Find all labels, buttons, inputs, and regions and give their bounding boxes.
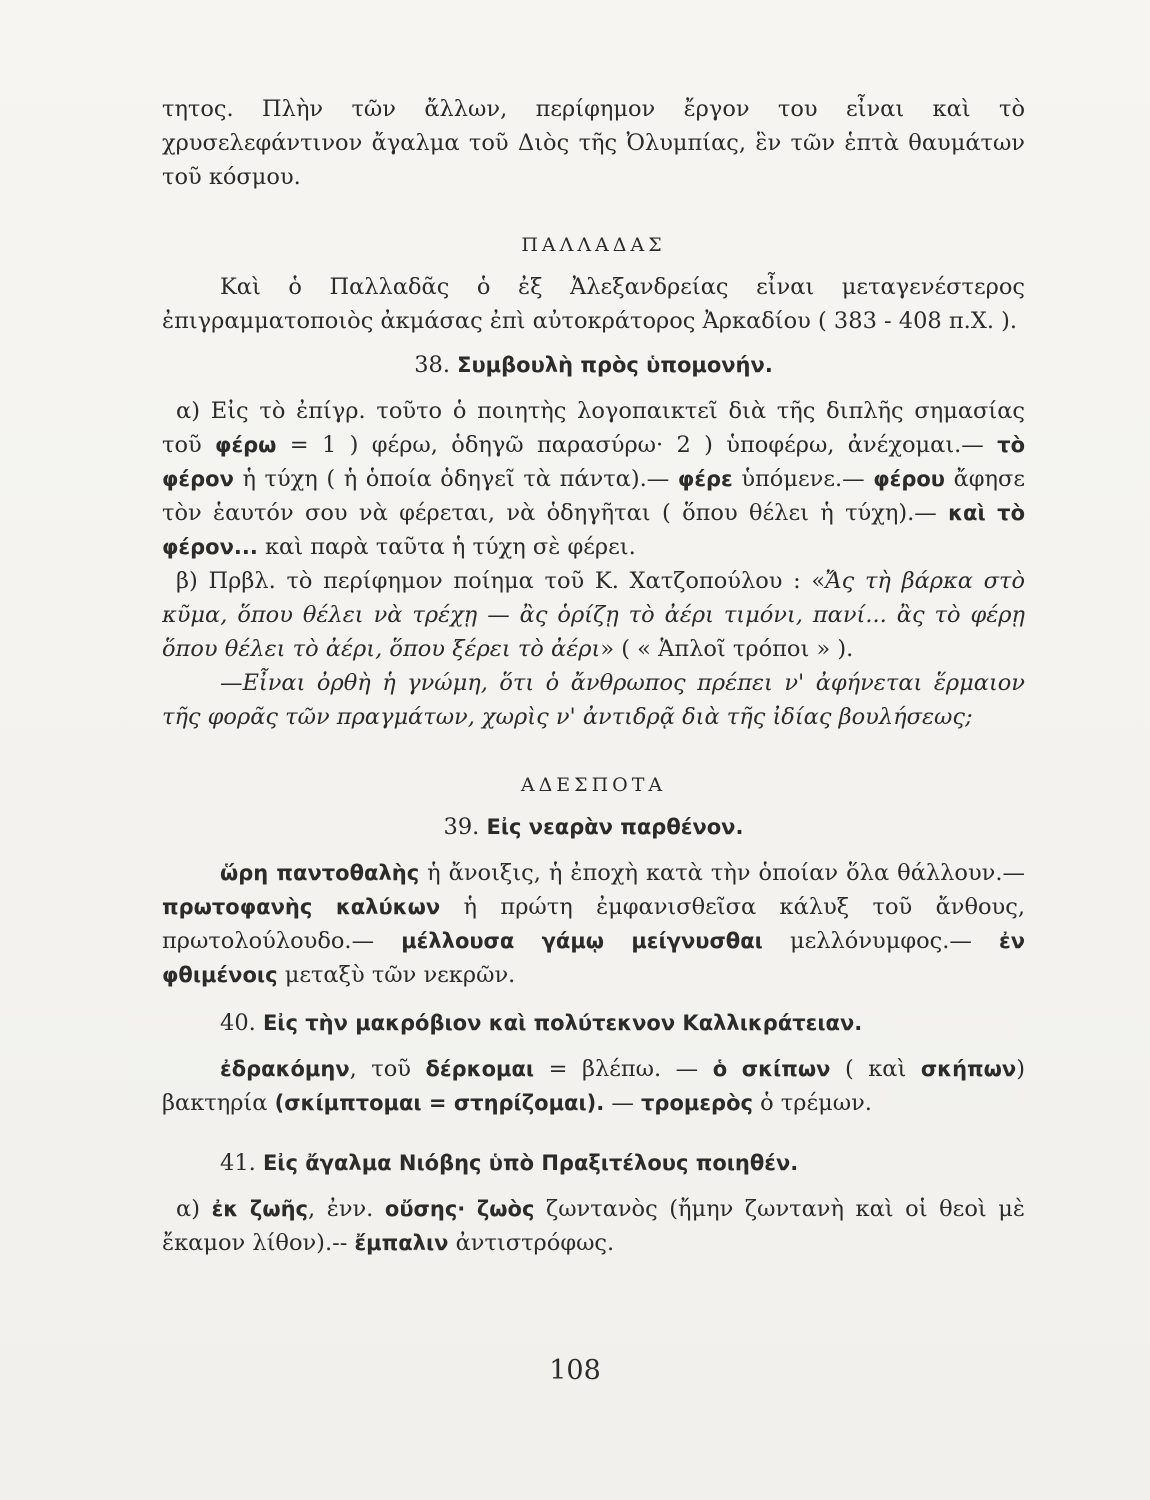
lemma: τρομερὸς [641,1091,753,1115]
epigram-title-text: Συμβουλὴ πρὸς ὑπομονήν. [457,353,773,377]
lemma: φέρε [677,467,733,491]
note-text: καὶ παρὰ ταῦτα ἡ τύχη σὲ φέρει. [264,534,636,560]
lemma: (σκίμπτομαι = στηρίζομαι). [274,1091,605,1115]
epigram-39-notes [162,856,1025,992]
lemma: ὥρη παντοθαλὴς [220,861,420,885]
note-text: Πρβλ. τὸ περίφημον ποίημα τοῦ Κ. Χατζοπούλου : « [208,568,826,594]
epigram-41-note-a [162,1192,1025,1260]
epigram-number: 41. [220,1150,256,1176]
note-text: ὑπόμενε.— [741,466,865,492]
epigram-40-title [162,1006,1025,1040]
intro-text: τητος. Πλὴν τῶν ἄλλων, περίφημον ἔργον του εἶναι καὶ τὸ χρυσελεφάντινον ἄγαλμα τοῦ Διὸς τῆς Ὀλυμπίας, ἓν τῶν ἑπτὰ θαυμάτων τοῦ κόσμου. [162,96,1025,190]
lemma: μέλλουσα γάμῳ μείγνυσθαι [401,929,763,953]
note-text: = 1 ) φέρω, ὁδηγῶ παρασύρω· 2 ) ὑποφέρω, ἀνέχομαι.— [289,432,984,458]
note-text: μεταξὺ τῶν νεκρῶν. [284,962,516,988]
note-text: ζωντανὸς (ἤμην ζωντανὴ καὶ οἱ θεοὶ μὲ ἔκαμον λίθον).-- [162,1196,1025,1256]
poem-quote: Ἄς τὴ βάρκα στὸ κῦμα, ὅπου θέλει νὰ τρέχῃ — ἂς ὁρίζῃ τὸ ἀέρι τιμόνι, πανί... ἂς τὸ φέρῃ ὅπου θέλει τὸ ἀέρι, ὅπου ξέρει τὸ ἀέρι [162,568,1025,662]
epigram-41-title [162,1146,1025,1180]
lemma: ζωὸς [476,1197,535,1221]
intro-paragraph [162,92,1025,194]
lemma: σκήπων [920,1057,1017,1081]
palladas-text: Καὶ ὁ Παλλαδᾶς ὁ ἐξ Ἀλεξανδρείας εἶναι μεταγενέστερος ἐπιγραμματοποιὸς ἀκμάσας ἐπὶ αὐτοκράτορος Ἀρκαδίου ( 383 - 408 π.Χ. ). [162,274,1025,334]
section-heading-palladas: ΠΑΛΛΑΔΑΣ [521,234,666,256]
note-text: ἡ ἄνοιξις, ἡ ἐποχὴ κατὰ τὴν ὁποίαν ὅλα θάλλουν.— [427,860,1025,886]
epigram-title-text: Εἰς νεαρὰν παρθένον. [486,815,744,839]
epigram-number: 39. [443,814,480,840]
note-label: α) [176,398,200,424]
note-text: ὁ τρέμων. [760,1090,872,1116]
epigram-38-note-b [162,564,1025,666]
section-heading-adespota: ΑΔΕΣΠΟΤΑ [520,774,667,796]
page-number: 108 [549,1355,601,1386]
epigram-38-title [162,348,1025,382]
note-text: ἄφησε τὸν ἑαυτόν σου νὰ φέρεται, νὰ ὁδηγῆται ( ὅπου θέλει ἡ τύχη).— [162,466,1026,526]
note-text: , τοῦ [349,1056,411,1082]
note-text: » ( « Ἁπλοῖ τρόποι » ). [600,636,854,662]
epigram-title-text: Εἰς τὴν μακρόβιον καὶ πολύτεκνον Καλλικράτειαν. [262,1011,863,1035]
epigram-38-question [162,666,1025,734]
note-label: β) [176,568,198,594]
note-text: ( καὶ [844,1056,907,1082]
epigram-39-title [162,810,1025,844]
lemma: ἐν φθιμένοις [162,929,1026,987]
note-text: — [611,1090,634,1116]
note-text: ἀντιστρόφως. [455,1230,615,1256]
note-label: α) [176,1196,200,1222]
note-text: , ἐνν. [308,1196,374,1222]
lemma: οὔσης· [384,1197,466,1221]
lemma: ἔμπαλιν [354,1231,449,1255]
lemma: πρωτοφανὴς καλύκων [162,895,441,919]
palladas-paragraph [162,270,1025,338]
lemma: φέρω [215,433,277,457]
epigram-title-text: Εἰς ἄγαλμα Νιόβης ὑπὸ Πραξιτέλους ποιηθέν. [262,1151,799,1175]
lemma: δέρκομαι [425,1057,535,1081]
lemma: ὁ σκίπων [712,1057,831,1081]
note-text: ἡ πρώτη ἐμφανισθεῖσα κάλυξ τοῦ ἄνθους, πρωτολούλουδο.— [162,894,1025,954]
lemma: ἐδρακόμην [220,1057,350,1081]
epigram-40-notes [162,1052,1025,1120]
lemma: τὸ φέρον [162,433,1026,491]
epigram-38-note-a [162,394,1025,564]
note-text: ) βακτηρία [162,1056,1026,1116]
lemma: καὶ τὸ φέρον... [162,501,1026,559]
lemma: ἐκ ζωῆς [211,1197,308,1221]
note-text: = βλέπω. — [548,1056,699,1082]
note-text: μελλόνυμφος.— [790,928,972,954]
question-text: —Εἶναι ὀρθὴ ἡ γνώμη, ὅτι ὁ ἄνθρωπος πρέπει ν' ἀφήνεται ἕρμαιον τῆς φορᾶς τῶν πραγμάτων, χωρὶς ν' ἀντιδρᾷ διὰ τῆς ἰδίας βουλήσεως; [162,670,1025,730]
note-text: Εἰς τὸ ἐπίγρ. τοῦτο ὁ ποιητὴς λογοπαικτεῖ διὰ τῆς διπλῆς σημασίας τοῦ [162,398,1025,458]
epigram-number: 38. [414,352,450,378]
note-text: ἡ τύχη ( ἡ ὁποία ὁδηγεῖ τὰ πάντα).— [242,466,670,492]
lemma: φέρου [873,467,945,491]
epigram-number: 40. [220,1010,256,1036]
